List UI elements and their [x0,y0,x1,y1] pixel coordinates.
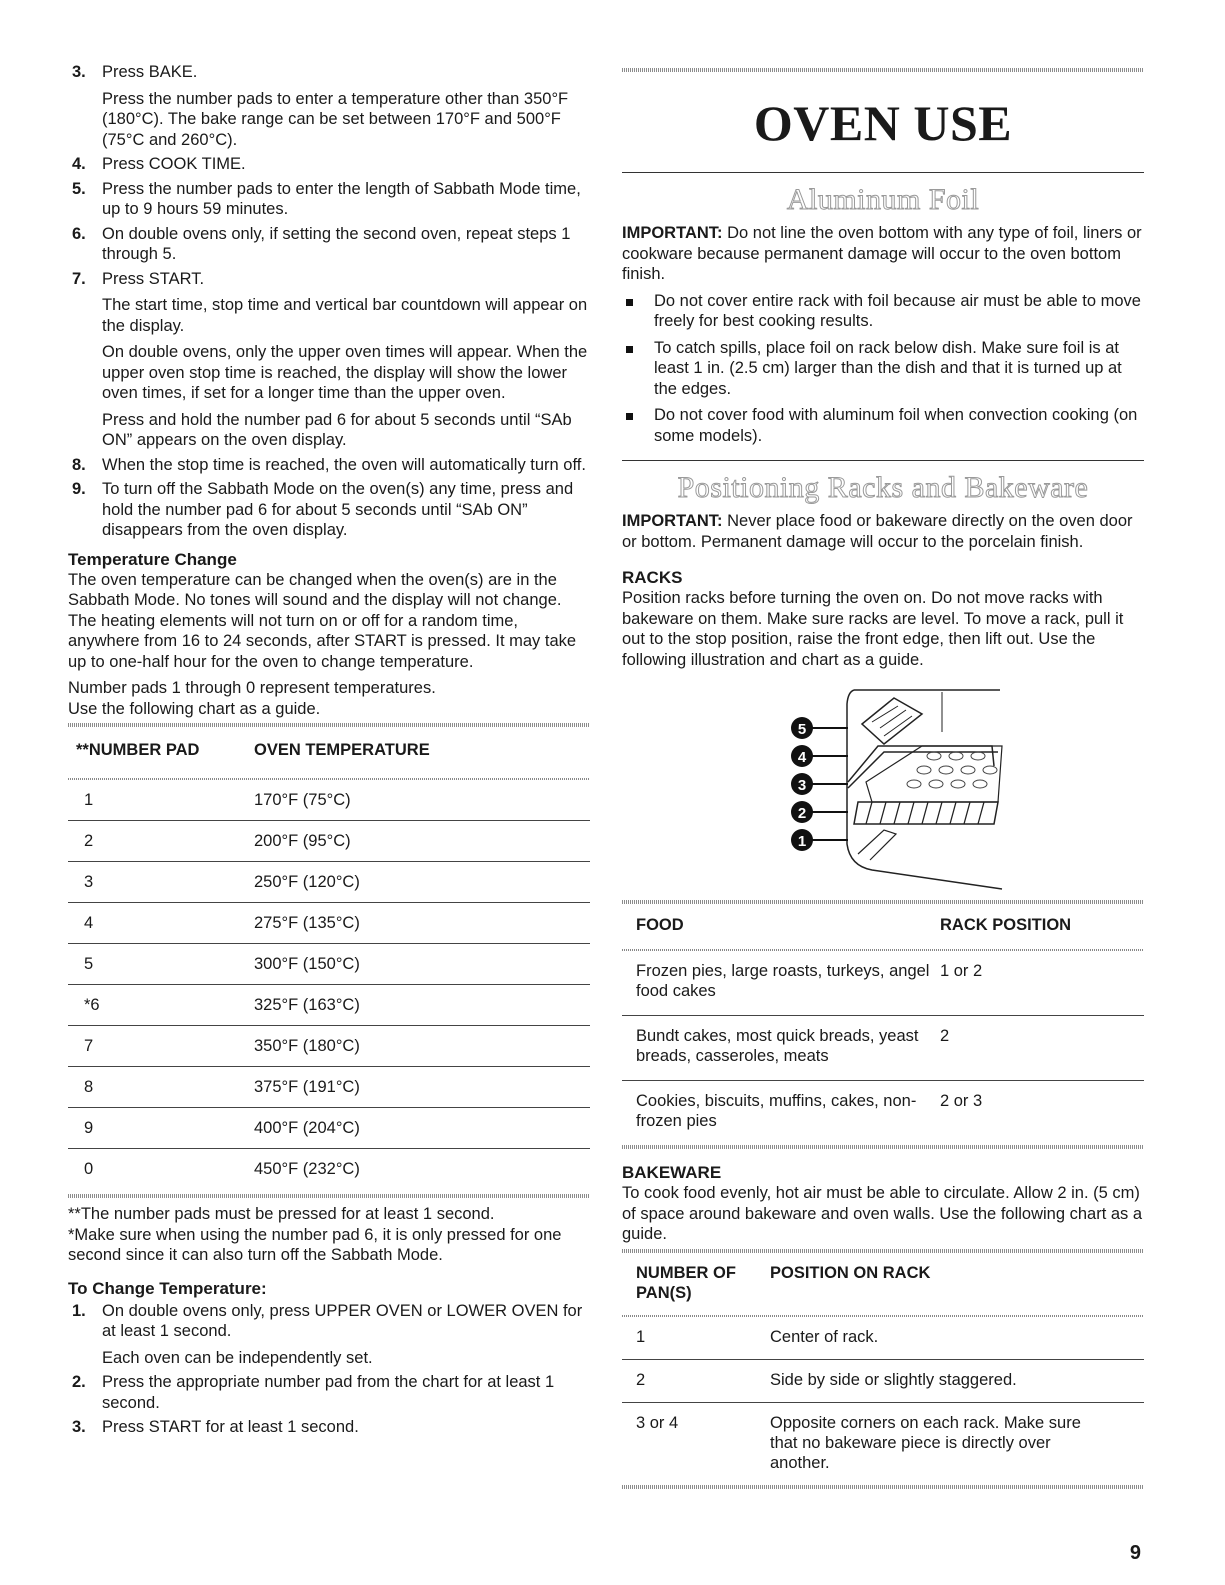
rack-number-2 [791,801,813,823]
rack-number-1 [791,829,813,851]
step-text: Press BAKE. [102,63,198,81]
step-number: 5. [72,179,86,198]
temperature-change-text: The oven temperature can be changed when the oven(s) are in the Sabbath Mode. No tones will sound and the display will not change. The heating elements will not turn on or off for a random time, anywhere from 16 to 24 seconds, after START is pressed. It may take up to one-half hour for the oven to change temperature. [68,570,577,671]
header-position-on-rack: POSITION ON RACK [770,1263,931,1282]
bullet-item [622,405,1144,446]
rack-number-4 [791,745,813,767]
step-text: The start time, stop time and vertical bar countdown will appear on the display. [102,296,588,335]
step-body [102,224,590,265]
number-pad-cell: 5 [84,954,94,973]
table-row [622,951,1144,1016]
step-number: 8. [72,455,86,474]
step-item [68,1417,590,1438]
table-row [622,1081,1144,1145]
step-item [68,179,590,220]
temperature-table-header [68,727,590,778]
bullet-text: To catch spills, place foil on rack below dish. Make sure foil is at least 1 in. (2.5 cm) larger than the dish and that it is turned up at the edges. [654,338,1122,398]
bullet-marker [622,291,654,332]
footnote-double-asterisk: **The number pads must be pressed for at least 1 second. [68,1205,495,1223]
footnote-asterisk: *Make sure when using the number pad 6, it is only pressed for one second since it can also turn off the Sabbath Mode. [68,1225,562,1264]
temperature-cell: 450°F (232°C) [254,1160,360,1178]
step-number: 7. [72,269,86,288]
racks-important-label: IMPORTANT: [622,512,723,530]
table-bottom-rule [68,1194,590,1198]
step-item [68,154,590,175]
number-pad-cell: 8 [84,1077,94,1096]
food-table-top-rule [622,900,1144,904]
pans-cell: 1 [636,1327,646,1346]
number-pad-cell: 9 [84,1118,94,1137]
step-text: Press the appropriate number pad from the chart for at least 1 second. [102,1373,555,1412]
header-food: FOOD [636,916,684,934]
foil-important-label: IMPORTANT: [622,224,723,242]
bake-table-header [622,1253,1144,1315]
header-oven-temperature: OVEN TEMPERATURE [254,741,430,759]
number-pad-cell: 2 [84,831,94,850]
food-cell: Frozen pies, large roasts, turkeys, angel food cakes [636,962,930,1000]
rack-position-illustration [622,684,1144,894]
bullet-item [622,291,1144,332]
position-cell: Opposite corners on each rack. Make sure that no bakeware piece is directly over another. [770,1413,1081,1472]
number-pad-cell: 3 [84,872,94,891]
step-number: 1. [72,1301,86,1320]
step-item [68,62,590,150]
food-table-header [622,904,1144,949]
temperature-change-heading: Temperature Change [68,549,237,569]
page-number: 9 [1129,1542,1141,1564]
bullet-text: Do not cover entire rack with foil because air must be able to move freely for best cooking results. [654,291,1141,330]
temperature-cell: 300°F (150°C) [254,954,360,973]
svg-text:3: 3 [797,777,807,794]
racks-important-note [622,511,1144,552]
step-text: Each oven can be independently set. [102,1348,373,1367]
step-item [68,1301,590,1369]
svg-text:5: 5 [797,721,807,738]
temperature-cell: 250°F (120°C) [254,872,360,891]
svg-text:4: 4 [797,749,807,766]
temperature-cell: 400°F (204°C) [254,1118,360,1137]
table-row [68,780,590,821]
step-item [68,479,590,541]
step-body [102,269,590,451]
bullet-item [622,338,1144,400]
step-item [68,455,590,476]
pans-cell: 3 or 4 [636,1413,679,1432]
foil-bullet-list [622,291,1144,447]
racks-heading: RACKS [622,568,683,587]
step-text: Press START. [102,269,205,288]
number-pad-cell: *6 [84,995,100,1014]
header-number-of-pans: NUMBER OF PAN(S) [636,1263,736,1302]
bakeware-heading: BAKEWARE [622,1163,722,1182]
racks-section-rule [622,460,1144,461]
food-table-bottom-rule [622,1145,1144,1149]
number-pad-cell: 7 [84,1036,94,1055]
rack-position-cell: 1 or 2 [940,962,983,980]
step-number: 2. [72,1373,86,1391]
to-change-temperature-heading: To Change Temperature: [68,1278,267,1298]
temperature-change-text-3: Use the following chart as a guide. [68,699,321,718]
step-text: On double ovens, only the upper oven times will appear. When the upper oven stop time is reached, the display will show the lower oven times, if set for a longer time than the upper oven. [102,343,588,402]
foil-important-text: Do not line the oven bottom with any type of foil, liners or cookware because permanent damage will occur to the oven bottom finish. [622,224,1142,283]
temperature-cell: 375°F (191°C) [254,1077,360,1096]
step-item [68,1372,590,1413]
bake-table-top-rule [622,1249,1144,1253]
step-number: 3. [72,1418,86,1436]
table-row [622,1016,1144,1081]
change-temperature-steps [68,1301,590,1438]
bullet-marker [622,405,654,446]
position-cell: Center of rack. [770,1327,879,1346]
title-top-rule [622,68,1144,72]
rack-number-5 [791,717,813,739]
left-column [68,62,590,1442]
temperature-table-body [68,780,590,1190]
table-row [68,821,590,862]
rack-number-3 [791,773,813,795]
step-number: 3. [72,63,86,81]
step-text: On double ovens only, if setting the second oven, repeat steps 1 through 5. [102,224,571,263]
food-table-body [622,951,1144,1145]
table-row [68,1149,590,1190]
table-row [622,1403,1144,1485]
step-body [102,1372,590,1413]
table-row [68,944,590,985]
bullet-text: Do not cover food with aluminum foil when convection cooking (on some models). [654,406,1138,445]
temperature-cell: 170°F (75°C) [254,790,351,809]
right-column [622,68,1144,1489]
step-text: Press START for at least 1 second. [102,1418,359,1436]
step-text: Press the number pads to enter a temperature other than 350°F (180°C). The bake range can be set between 170°F and 500°F (75°C and 260°C). [102,89,569,149]
step-item [68,224,590,265]
step-number: 6. [72,224,86,243]
bake-table-body [622,1317,1144,1485]
food-cell: Bundt cakes, most quick breads, yeast breads, casseroles, meats [636,1027,919,1065]
step-text: Press the number pads to enter the length of Sabbath Mode time, up to 9 hours 59 minutes. [102,179,581,218]
table-row [622,1360,1144,1403]
header-number-pad: **NUMBER PAD [76,741,200,759]
step-text: Press COOK TIME. [102,155,246,173]
step-number: 9. [72,480,86,498]
temperature-cell: 350°F (180°C) [254,1036,360,1055]
foil-important-note [622,223,1144,285]
position-cell: Side by side or slightly staggered. [770,1370,1017,1389]
step-text: To turn off the Sabbath Mode on the oven(s) any time, press and hold the number pad 6 for about 5 seconds until “SAb ON” disappears from the oven display. [102,480,574,539]
table-row [622,1317,1144,1360]
svg-text:1: 1 [797,833,807,850]
temperature-cell: 200°F (95°C) [254,831,351,850]
svg-text:2: 2 [797,805,807,822]
step-body [102,1417,590,1438]
positioning-racks-title: Positioning Racks and Bakeware [677,471,1089,504]
step-text: Press and hold the number pad 6 for about 5 seconds until “SAb ON” appears on the oven display. [102,410,572,449]
aluminum-foil-title: Aluminum Foil [786,183,980,216]
food-cell: Cookies, biscuits, muffins, cakes, non-frozen pies [636,1092,917,1130]
racks-text: Position racks before turning the oven on. Do not move racks with bakeware on them. Make sure racks are level. To move a rack, pull it out to the stop position, raise the front edge, then lift out. Use the following illustration and chart as a guide. [622,589,1124,669]
bake-table-bottom-rule [622,1485,1144,1489]
page-title: OVEN USE [753,95,1013,151]
step-text: On double ovens only, press UPPER OVEN or LOWER OVEN for at least 1 second. [102,1301,583,1340]
header-rack-position: RACK POSITION [940,916,1072,934]
number-pad-cell: 4 [84,913,94,932]
step-body [102,455,590,476]
temperature-cell: 275°F (135°C) [254,913,360,932]
step-item [68,269,590,451]
table-row [68,1026,590,1067]
step-body [102,479,590,541]
step-text: When the stop time is reached, the oven will automatically turn off. [102,455,586,474]
table-row [68,1067,590,1108]
step-body [102,179,590,220]
table-row [68,862,590,903]
step-body [102,1301,590,1369]
sabbath-steps [68,62,590,541]
temperature-cell: 325°F (163°C) [254,995,360,1014]
temperature-change-text-2: Number pads 1 through 0 represent temperatures. [68,679,436,697]
racks-important-text: Never place food or bakeware directly on the oven door or bottom. Permanent damage will occur to the porcelain finish. [622,512,1133,551]
bullet-marker [622,338,654,400]
rack-position-cell: 2 or 3 [940,1092,983,1110]
bakeware-text: To cook food evenly, hot air must be able to circulate. Allow 2 in. (5 cm) of space around bakeware and oven walls. Use the following chart as a guide. [622,1184,1143,1243]
pans-cell: 2 [636,1370,646,1389]
rack-position-cell: 2 [940,1027,950,1045]
table-row [68,1108,590,1149]
table-row [68,985,590,1026]
table-row [68,903,590,944]
table-top-rule [68,723,590,727]
number-pad-cell: 0 [84,1160,94,1178]
step-body [102,154,590,175]
step-body [102,62,590,150]
title-bottom-rule [622,172,1144,173]
step-number: 4. [72,155,86,173]
number-pad-cell: 1 [84,790,94,809]
oven-rack-diagram [622,684,1144,894]
